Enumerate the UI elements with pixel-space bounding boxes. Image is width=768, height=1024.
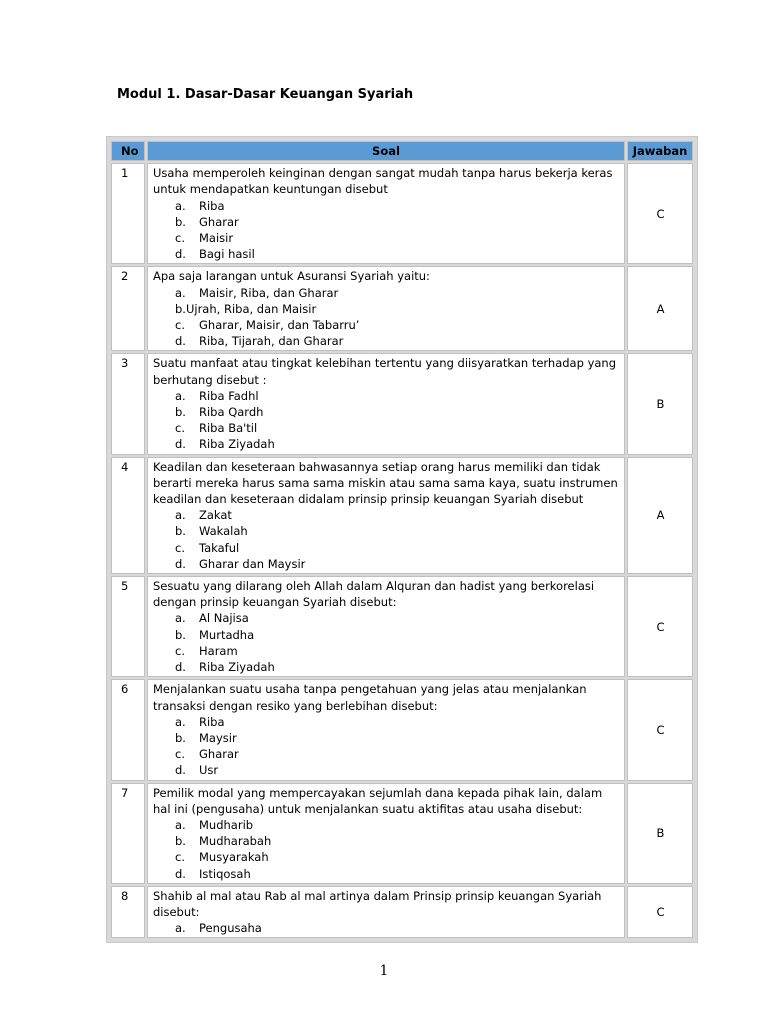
option-item: [153, 333, 620, 349]
option-letter: d.: [175, 866, 186, 881]
options-list: [153, 388, 620, 453]
option-item: [153, 866, 620, 882]
options-list: [153, 507, 620, 572]
option-item: [153, 285, 620, 301]
option-item: [153, 762, 620, 778]
row-number: 7: [111, 783, 145, 884]
option-letter: a.: [175, 714, 186, 729]
option-letter: c.: [175, 231, 185, 246]
question-text: Suatu manfaat atau tingkat kelebihan tertentu yang diisyaratkan terhadap yang berhutang disebut :: [153, 356, 617, 387]
option-letter: b.: [175, 524, 186, 539]
option-text: Mudharabah: [199, 834, 272, 849]
options-list: [153, 920, 620, 936]
answer-cell: B: [627, 783, 693, 884]
option-letter: b.: [175, 627, 186, 642]
option-item: [153, 746, 620, 762]
option-item: [153, 920, 620, 936]
option-letter: d.: [175, 247, 186, 262]
answer-cell: C: [627, 576, 693, 677]
option-item: [153, 849, 620, 865]
question-text: Shahib al mal atau Rab al mal artinya dalam Prinsip prinsip keuangan Syariah disebut:: [153, 888, 602, 919]
option-item: [153, 659, 620, 675]
option-letter: b.: [175, 301, 186, 316]
question-cell: [147, 457, 625, 574]
option-text: Gharar: [199, 747, 239, 762]
option-letter: a.: [175, 817, 186, 832]
row-number: 4: [111, 457, 145, 574]
option-text: Riba: [199, 714, 225, 729]
option-item: [153, 317, 620, 333]
option-text: Murtadha: [199, 627, 255, 642]
option-text: Gharar: [199, 214, 239, 229]
question-cell: [147, 353, 625, 454]
option-text: Riba Qardh: [199, 405, 264, 420]
option-text: Maysir: [199, 730, 237, 745]
option-item: [153, 714, 620, 730]
option-text: Riba Fadhl: [199, 388, 259, 403]
answer-cell: A: [627, 457, 693, 574]
answer-cell: A: [627, 266, 693, 351]
option-item: [153, 610, 620, 626]
option-text: Gharar, Maisir, dan Tabarru’: [199, 318, 360, 333]
option-letter: b.: [175, 405, 186, 420]
option-letter: b.: [175, 730, 186, 745]
answer-cell: B: [627, 353, 693, 454]
option-text: Riba: [199, 198, 225, 213]
option-letter: c.: [175, 643, 185, 658]
option-letter: d.: [175, 660, 186, 675]
option-text: Haram: [199, 643, 238, 658]
page-number: 1: [379, 963, 389, 979]
table-row: [111, 163, 693, 264]
option-text: Al Najisa: [199, 611, 249, 626]
option-item: [153, 730, 620, 746]
option-item: [153, 643, 620, 659]
options-list: [153, 285, 620, 350]
table-header-row: [111, 141, 693, 161]
option-letter: a.: [175, 508, 186, 523]
option-text: Maisir, Riba, dan Gharar: [199, 285, 339, 300]
option-text: Bagi hasil: [199, 247, 255, 262]
row-number: 6: [111, 679, 145, 780]
option-letter: d.: [175, 556, 186, 571]
option-item: [153, 436, 620, 452]
option-text: Maisir: [199, 231, 234, 246]
quiz-table: [106, 136, 698, 943]
options-list: [153, 714, 620, 779]
table-row: [111, 457, 693, 574]
option-letter: a.: [175, 921, 186, 936]
option-letter: a.: [175, 198, 186, 213]
option-letter: d.: [175, 334, 186, 349]
option-item: [153, 198, 620, 214]
option-letter: b.: [175, 214, 186, 229]
table-row: [111, 353, 693, 454]
option-item: [153, 420, 620, 436]
question-text: Apa saja larangan untuk Asuransi Syariah yaitu:: [153, 269, 430, 284]
answer-cell: C: [627, 886, 693, 939]
question-text: Menjalankan suatu usaha tanpa pengetahuan yang jelas atau menjalankan transaksi dengan resiko yang berlebihan disebut:: [153, 682, 587, 713]
option-letter: b.: [175, 834, 186, 849]
option-text: Takaful: [199, 540, 240, 555]
options-list: [153, 817, 620, 882]
option-item: [153, 404, 620, 420]
row-number: 3: [111, 353, 145, 454]
row-number: 8: [111, 886, 145, 939]
row-number: 5: [111, 576, 145, 677]
option-letter: a.: [175, 611, 186, 626]
question-cell: [147, 576, 625, 677]
option-item: [153, 833, 620, 849]
table-body: [111, 163, 693, 938]
option-item: [153, 388, 620, 404]
table-row: [111, 266, 693, 351]
option-letter: d.: [175, 437, 186, 452]
question-text: Sesuatu yang dilarang oleh Allah dalam Alquran dan hadist yang berkorelasi dengan prinsip keuangan Syariah disebut:: [153, 579, 595, 610]
option-text: Usr: [199, 763, 219, 778]
options-list: [153, 610, 620, 675]
option-letter: a.: [175, 388, 186, 403]
option-letter: a.: [175, 285, 186, 300]
option-item: [153, 230, 620, 246]
question-cell: [147, 266, 625, 351]
option-text: Riba Ziyadah: [199, 660, 275, 675]
document-title: Modul 1. Dasar-Dasar Keuangan Syariah: [117, 87, 414, 102]
option-text: Riba Ba'til: [199, 421, 258, 436]
option-item: [153, 246, 620, 262]
question-cell: [147, 783, 625, 884]
table-row: [111, 783, 693, 884]
option-text: Riba Ziyadah: [199, 437, 275, 452]
option-letter: c.: [175, 540, 185, 555]
question-cell: [147, 886, 625, 939]
row-number: 2: [111, 266, 145, 351]
table-row: [111, 679, 693, 780]
row-number: 1: [111, 163, 145, 264]
question-text: Usaha memperoleh keinginan dengan sangat mudah tanpa harus bekerja keras untuk mendapatkan keuntungan disebut: [153, 166, 613, 197]
option-item: [153, 556, 620, 572]
option-text: Mudharib: [199, 817, 254, 832]
option-text: Ujrah, Riba, dan Maisir: [185, 301, 317, 316]
question-text: Pemilik modal yang mempercayakan sejumlah dana kepada pihak lain, dalam hal ini (pengusaha) untuk menjalankan suatu aktifitas atau usaha disebut:: [153, 785, 603, 816]
option-text: Zakat: [199, 508, 232, 523]
answer-cell: C: [627, 163, 693, 264]
answer-cell: C: [627, 679, 693, 780]
option-item: [153, 523, 620, 539]
option-text: Pengusaha: [199, 921, 262, 936]
option-text: Istiqosah: [199, 866, 251, 881]
option-letter: c.: [175, 850, 185, 865]
table-row: [111, 576, 693, 677]
options-list: [153, 198, 620, 263]
option-letter: c.: [175, 421, 185, 436]
question-cell: [147, 679, 625, 780]
option-item: [153, 817, 620, 833]
question-text: Keadilan dan keseteraan bahwasannya setiap orang harus memiliki dan tidak berarti mereka harus sama sama miskin atau sama sama kaya, suatu instrumen keadilan dan keseteraan didalam prinsip prinsip keuangan Syariah disebut: [153, 459, 618, 507]
header-no: No: [111, 141, 145, 161]
option-text: Gharar dan Maysir: [199, 556, 306, 571]
option-text: Riba, Tijarah, dan Gharar: [199, 334, 344, 349]
header-soal: Soal: [147, 141, 625, 161]
option-item: [153, 540, 620, 556]
option-item: [153, 301, 620, 317]
table-row: [111, 886, 693, 939]
option-letter: c.: [175, 747, 185, 762]
option-item: [153, 214, 620, 230]
option-letter: d.: [175, 763, 186, 778]
question-cell: [147, 163, 625, 264]
option-item: [153, 507, 620, 523]
option-text: Musyarakah: [199, 850, 269, 865]
option-letter: c.: [175, 318, 185, 333]
option-item: [153, 627, 620, 643]
header-jawaban: Jawaban: [627, 141, 693, 161]
option-text: Wakalah: [199, 524, 248, 539]
